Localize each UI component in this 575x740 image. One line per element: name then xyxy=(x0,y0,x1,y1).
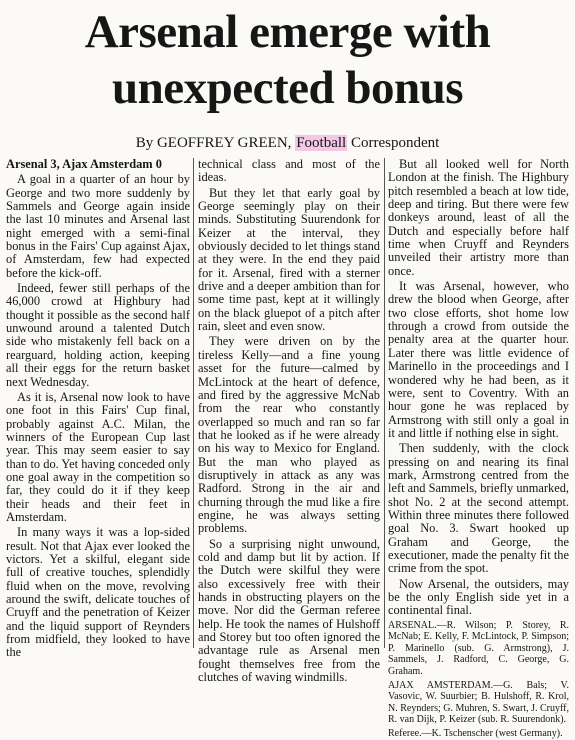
paragraph: But they let that early goal by George seemingly play on their minds. Substituting Suurendonk for Keizer at the interval, they obviously decided to let things stand at they were. In the end they paid for it. Arsenal, fired with a sterner drive and a deeper ambition than for some time past, kept at it willingly on the black gluepot of a pitch after rain, sleet and even snow. xyxy=(198,185,380,334)
byline-author: By GEOFFREY GREEN, xyxy=(135,135,292,151)
paragraph: Now Arsenal, the outsiders, may be the only English side yet in a continental final. xyxy=(388,576,569,618)
headline-line-2: unexpected bonus xyxy=(111,62,464,114)
team-arsenal: ARSENAL.—R. Wilson; P. Storey, R. McNab; E. Kelly, F. McLintock, P. Simpson; P. Marinello (sub. G. Armstrong), J. Sammels, J. Radford, C. George, G. Graham. xyxy=(388,619,569,678)
paragraph: It was Arsenal, however, who drew the blood when George, after two close efforts, shot home low through a crowd from outside the penalty area at the quarter hour. Later there was little evidence of Marinello in the proceedings and I wondered why he had been, as it were, sent to Coventry. With an hour gone he was replaced by Armstrong with still only a goal in it and little if nothing else in sight. xyxy=(388,279,569,440)
headline xyxy=(0,4,575,116)
byline xyxy=(0,133,575,153)
paragraph: As it is, Arsenal now look to have one foot in this Fairs' Cup final, probably against A.C. Milan, the winners of the European Cup last year. This may seem easier to say than to do. Yet having conceded only one goal away in the competition so far, they could do it if they keep their heads and their feet in Amsterdam. xyxy=(6,389,190,524)
paragraph: They were driven on by the tireless Kelly—and a fine young asset for the future—calmed by McLintock at the heart of defence, and fired by the aggressive McNab from the rear who constantly overlapped so much and ran so far that he looked as if he were already on his way to Mexico for England. But the man who played as disruptively in attack as any was Radford. Strong in the air and churning through the mud like a fire engine, he was always setting problems. xyxy=(198,334,380,536)
score-line: Arsenal 3, Ajax Amsterdam 0 xyxy=(6,157,162,171)
byline-section-highlight: Football xyxy=(296,135,347,151)
paragraph: In many ways it was a lop-sided result. Not that Ajax ever looked the victors. Yet a skilful, elegant side full of creative touches, splendidly fluid when on the move, revolving around the swift, delicate touches of Cruyff and the penetration of Keizer and the liquid support of Reynders from midfield, they looked to have the xyxy=(6,525,190,660)
article-column-1 xyxy=(6,157,190,660)
column-rule-2 xyxy=(384,158,385,648)
column-rule-1 xyxy=(193,158,194,648)
byline-role: Correspondent xyxy=(350,135,440,151)
paragraph: Then suddenly, with the clock pressing on and nearing its final mark, Armstrong centred from the left and Sammels, briefly unmarked, shot No. 2 at the second attempt. Within three minutes there followed goal No. 3. Swart hooked up Graham and George, the executioner, made the penalty fit the crime from the spot. xyxy=(388,441,569,576)
paragraph: So a surprising night unwound, cold and damp but lit by action. If the Dutch were skilful they were also excessively free with their hands in obstructing players on the move. Nor did the German referee help. He took the names of Hulshoff and Storey but too often ignored the advantage rule as Arsenal men fought themselves free from the clutches of waving windmills. xyxy=(198,536,380,685)
paragraph: But all looked well for North London at the finish. The Highbury pitch resembled a beach at low tide, deep and tiring. But there were few donkeys around, least of all the Dutch and especially before half time when Cruyff and Reynders unveiled their artistry more than once. xyxy=(388,157,569,278)
article-column-2 xyxy=(198,157,380,685)
paragraph: technical class and most of the ideas. xyxy=(198,157,380,185)
team-ajax: AJAX AMSTERDAM.—G. Bals; V. Vasovic, W. Suurbier; B. Hulshoff, R. Krol, N. Reynders; G. Muhren, S. Swart, J. Cruyff, R. van Dijk, P. Keizer (sub. R. Suurendonk). xyxy=(388,679,569,726)
headline-line-1: Arsenal emerge with xyxy=(84,6,491,58)
referee: Referee.—K. Tschenscher (west Germany). xyxy=(388,728,563,740)
paragraph: Indeed, fewer still perhaps of the 46,000 crowd at Highbury had thought it possible as the second half unwound around a talented Dutch side who mistakenly fell back on a rearguard, holding action, keeping all their eggs for the return basket next Wednesday. xyxy=(6,281,190,389)
article-column-3 xyxy=(388,157,569,740)
paragraph: A goal in a quarter of an hour by George and two more suddenly by Sammels and George again inside the last 10 minutes and Arsenal last night emerged with a semi-final bonus in the Fairs' Cup against Ajax, of Amsterdam, few had expected before the kick-off. xyxy=(6,172,190,280)
